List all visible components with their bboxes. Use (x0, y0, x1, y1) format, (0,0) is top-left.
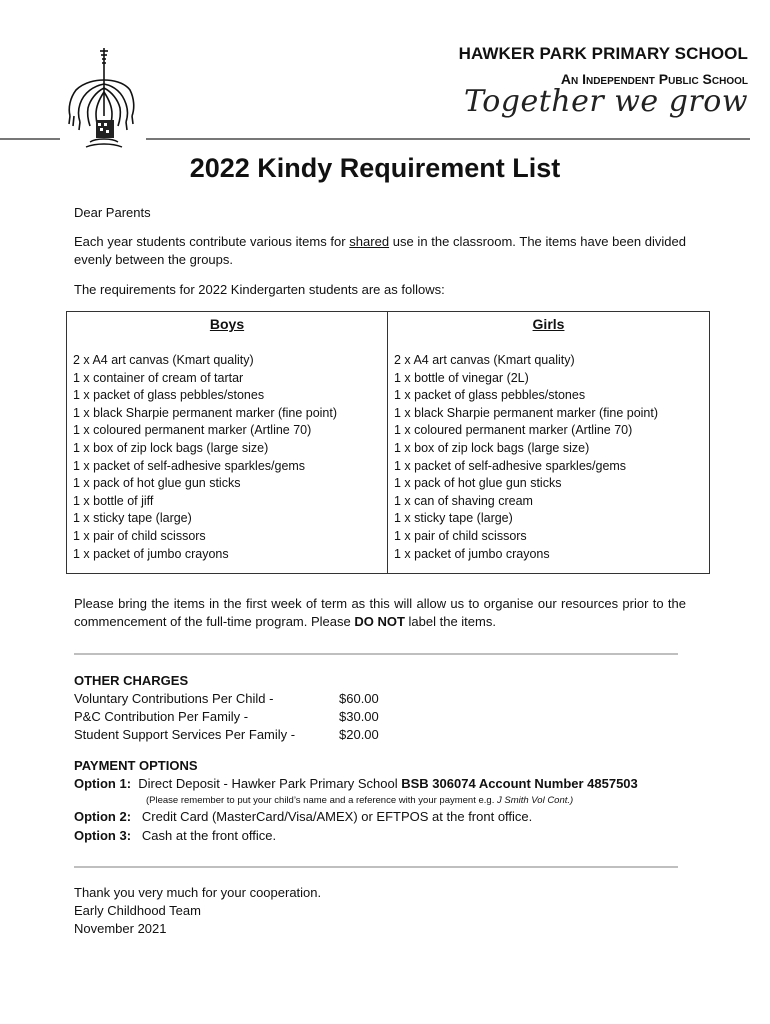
charge-amount-pc: $30.00 (339, 709, 379, 724)
list-item: 1 x pack of hot glue gun sticks (73, 476, 241, 491)
list-item: 1 x pack of hot glue gun sticks (394, 476, 562, 491)
school-motto: Together we grow (464, 84, 748, 119)
school-logo (60, 46, 136, 154)
closing-thanks: Thank you very much for your cooperation. (74, 885, 322, 900)
school-name: HAWKER PARK PRIMARY SCHOOL (458, 44, 748, 63)
requirements-body-row (67, 352, 710, 574)
list-item: 1 x can of shaving cream (394, 493, 533, 508)
list-item: 1 x packet of jumbo crayons (394, 546, 550, 561)
list-item: 2 x A4 art canvas (Kmart quality) (73, 353, 254, 367)
list-item: 1 x coloured permanent marker (Artline 70) (394, 423, 633, 438)
list-item: 1 x black Sharpie permanent marker (fine point) (394, 405, 659, 420)
charge-amount-student-support: $20.00 (339, 727, 379, 742)
list-item: 1 x bottle of jiff (73, 493, 154, 508)
charge-amount-voluntary: $60.00 (339, 691, 379, 706)
option-2-text: Credit Card (MasterCard/Visa/AMEX) or EFTPOS at the front office. (141, 809, 533, 824)
charge-label-voluntary: Voluntary Contributions Per Child - (74, 691, 274, 706)
header-rule-left (0, 138, 60, 140)
list-item: 1 x coloured permanent marker (Artline 70) (73, 423, 312, 438)
requirements-header-row (67, 312, 710, 353)
charge-label-student-support: Student Support Services Per Family - (74, 727, 296, 742)
option-3-label: Option 3: (74, 828, 132, 843)
payment-options-heading: PAYMENT OPTIONS (74, 758, 198, 773)
greeting: Dear Parents (74, 205, 151, 220)
list-item: 1 x black Sharpie permanent marker (fine point) (73, 405, 338, 420)
other-charges-heading: OTHER CHARGES (74, 673, 189, 688)
option-1-text: Direct Deposit - Hawker Park Primary School (138, 776, 402, 791)
girls-heading: Girls (388, 312, 710, 353)
school-type: An Independent Public School (560, 71, 748, 87)
payment-reference-note (146, 795, 573, 806)
payment-option-2 (74, 809, 532, 824)
closing-date: November 2021 (74, 921, 167, 936)
requirements-intro: The requirements for 2022 Kindergarten students are as follows: (74, 282, 445, 297)
list-item: 1 x packet of glass pebbles/stones (73, 388, 265, 403)
list-item: 1 x sticky tape (large) (73, 511, 192, 526)
divider (74, 866, 678, 868)
requirements-table (66, 311, 710, 574)
list-item: 1 x packet of jumbo crayons (73, 546, 229, 561)
bring-note-emphasis: DO NOT (354, 614, 405, 629)
bring-note-after: label the items. (404, 614, 496, 629)
girls-list (388, 352, 710, 574)
option-1-label: Option 1: (74, 776, 132, 791)
intro-paragraph (74, 233, 686, 269)
note-text: (Please remember to put your child’s name and a reference with your payment e.g. (146, 795, 497, 806)
list-item: 1 x packet of self-adhesive sparkles/gems (394, 458, 627, 473)
option-1-bank-details: BSB 306074 Account Number 4857503 (401, 776, 638, 791)
bring-note (74, 595, 686, 631)
intro-text-after: use in the classroom. The items have been divided evenly between the groups. (74, 234, 686, 267)
option-2-label: Option 2: (74, 809, 132, 824)
bring-note-before: Please bring the items in the first week of term as this will allow us to organise our resources prior to the commencement of the full-time program. Please (74, 596, 686, 629)
payment-option-1 (74, 776, 638, 791)
page-title: 2022 Kindy Requirement List (189, 153, 561, 183)
intro-text-before: Each year students contribute various items for (74, 234, 350, 249)
list-item: 1 x pair of child scissors (394, 528, 527, 543)
note-example: J Smith Vol Cont.) (496, 795, 574, 806)
payment-option-3 (74, 828, 276, 843)
header-rule-right (146, 138, 750, 140)
list-item: 1 x container of cream of tartar (73, 370, 244, 385)
list-item: 1 x box of zip lock bags (large size) (73, 440, 269, 455)
list-item: 1 x bottle of vinegar (2L) (394, 370, 529, 385)
list-item: 1 x sticky tape (large) (394, 511, 513, 526)
boys-list (67, 352, 388, 574)
charge-label-pc: P&C Contribution Per Family - (74, 709, 249, 724)
closing-team: Early Childhood Team (74, 903, 201, 918)
list-item: 2 x A4 art canvas (Kmart quality) (394, 353, 575, 367)
divider (74, 653, 678, 655)
list-item: 1 x packet of glass pebbles/stones (394, 388, 586, 403)
option-3-text: Cash at the front office. (141, 828, 277, 843)
list-item: 1 x pair of child scissors (73, 528, 206, 543)
boys-heading: Boys (67, 312, 388, 353)
intro-emphasis: shared (349, 234, 390, 249)
list-item: 1 x box of zip lock bags (large size) (394, 440, 590, 455)
list-item: 1 x packet of self-adhesive sparkles/gems (73, 458, 306, 473)
